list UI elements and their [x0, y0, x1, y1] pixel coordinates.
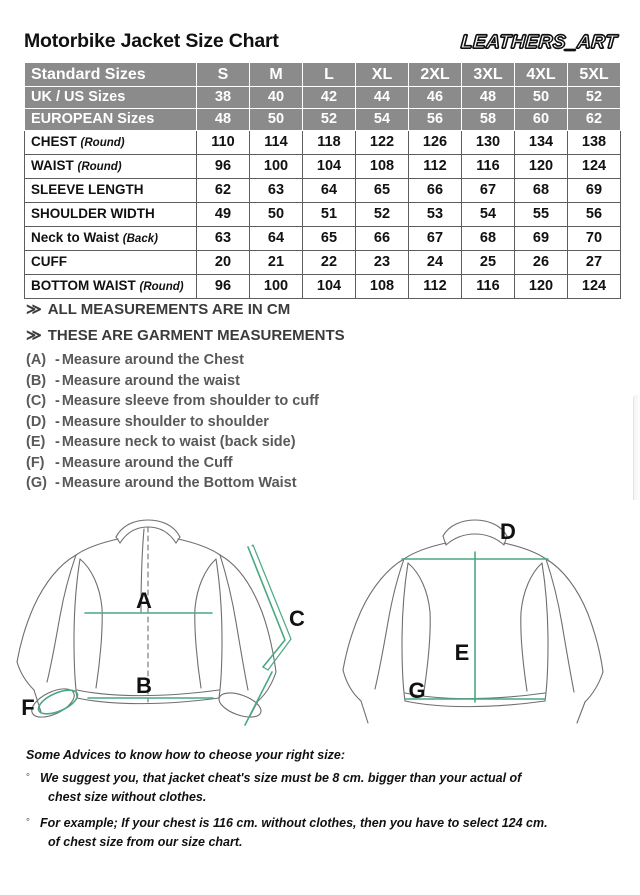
- row-label-qualifier: (Round): [80, 137, 125, 150]
- table-cell: 2XL: [409, 63, 462, 87]
- diagram-label-g: G: [408, 678, 426, 703]
- advice-text-cont: chest size without clothes.: [48, 790, 207, 805]
- table-cell: 65: [356, 179, 409, 203]
- table-cell: 63: [197, 227, 250, 251]
- row-label: Standard Sizes: [25, 63, 197, 87]
- table-cell: 104: [303, 275, 356, 299]
- diagram-label-b: B: [136, 673, 152, 698]
- table-cell: 46: [409, 87, 462, 109]
- table-row-waist: [25, 155, 621, 179]
- table-cell: 23: [356, 251, 409, 275]
- measure-text: Measure around the Bottom Waist: [61, 475, 297, 491]
- table-cell: 108: [356, 155, 409, 179]
- diagram-label-f: F: [21, 695, 35, 720]
- table-cell: 108: [356, 275, 409, 299]
- measure-text: Measure around the Chest: [61, 352, 244, 368]
- table-row-sleeve-length: [25, 179, 621, 203]
- size-chart-table: [24, 62, 621, 299]
- row-label: [25, 227, 197, 251]
- measure-key: (G): [26, 475, 47, 491]
- measurement-notes: [26, 300, 446, 496]
- circle-bullet-icon: ◦: [26, 813, 30, 826]
- measure-key: (F): [26, 454, 45, 471]
- measure-line-b: [26, 373, 446, 389]
- table-cell: 66: [356, 227, 409, 251]
- table-cell: 49: [197, 203, 250, 227]
- measure-line-c: [26, 393, 446, 409]
- table-cell: 52: [568, 87, 621, 109]
- measure-key: (C): [26, 393, 47, 409]
- table-cell: 124: [568, 275, 621, 299]
- note-text: THESE ARE GARMENT MEASUREMENTS: [47, 327, 345, 344]
- table-row-standard-sizes: [25, 63, 621, 87]
- measure-text: Measure around the Cuff: [61, 454, 233, 471]
- table-cell: 62: [197, 179, 250, 203]
- table-cell: 42: [303, 87, 356, 109]
- measure-key: (E): [26, 434, 46, 450]
- row-label-text: SHOULDER WIDTH: [31, 206, 155, 222]
- scroll-edge-artifact: [633, 395, 640, 500]
- table-cell: 21: [250, 251, 303, 275]
- row-label: UK / US Sizes: [25, 87, 197, 109]
- table-cell: 112: [409, 275, 462, 299]
- measure-dash: -: [55, 372, 60, 389]
- table-cell: 70: [568, 227, 621, 251]
- table-cell: 116: [462, 275, 515, 299]
- row-label: [25, 131, 197, 155]
- table-cell: 68: [515, 179, 568, 203]
- table-cell: 110: [197, 131, 250, 155]
- table-cell: 51: [303, 203, 356, 227]
- table-row-neck-to-waist: [25, 227, 621, 251]
- measure-line-e: [26, 434, 446, 450]
- table-cell: 112: [409, 155, 462, 179]
- measure-text: Measure neck to waist (back side): [61, 434, 296, 450]
- table-cell: 50: [250, 109, 303, 131]
- table-cell: 65: [303, 227, 356, 251]
- table-cell: 50: [250, 203, 303, 227]
- brand-logo: LEATHERS_ART: [460, 32, 618, 53]
- row-label-text: CHEST: [31, 134, 77, 150]
- table-cell: 120: [515, 155, 568, 179]
- table-cell: 40: [250, 87, 303, 109]
- table-cell: 48: [197, 109, 250, 131]
- sizing-advice: [26, 748, 596, 859]
- diagram-label-e: E: [454, 640, 470, 665]
- table-row-chest: [25, 131, 621, 155]
- advice-title: Some Advices to know how to cheose your right size:: [26, 748, 346, 762]
- table-cell: 44: [356, 87, 409, 109]
- table-cell: 96: [197, 275, 250, 299]
- table-cell: 124: [568, 155, 621, 179]
- table-row-shoulder-width: [25, 203, 621, 227]
- table-row-cuff: [25, 251, 621, 275]
- table-cell: 22: [303, 251, 356, 275]
- page-title: Motorbike Jacket Size Chart: [24, 30, 279, 52]
- measure-key: (A): [26, 352, 47, 368]
- table-cell: 134: [515, 131, 568, 155]
- diagram-label-c: C: [289, 606, 305, 631]
- circle-bullet-icon: ◦: [26, 769, 30, 781]
- row-label-text: SLEEVE LENGTH: [31, 182, 144, 198]
- measure-dash: -: [55, 434, 60, 450]
- row-label: [25, 155, 197, 179]
- row-label: [25, 251, 197, 275]
- measure-dash: -: [55, 393, 60, 409]
- table-cell: 63: [250, 179, 303, 203]
- row-label: [25, 203, 197, 227]
- row-label-qualifier: (Round): [139, 281, 184, 294]
- table-cell: 69: [568, 179, 621, 203]
- chart-header: [24, 30, 617, 60]
- table-row-uk-us-sizes: [25, 87, 621, 109]
- table-cell: 69: [515, 227, 568, 251]
- advice-text: We suggest you, that jacket cheat's size must be 8 cm. bigger than your actual of: [40, 771, 522, 785]
- table-cell: 54: [356, 109, 409, 131]
- measure-text: Measure around the waist: [61, 372, 240, 389]
- measure-dash: -: [55, 475, 60, 491]
- table-cell: 64: [250, 227, 303, 251]
- row-label-text: BOTTOM WAIST: [31, 278, 136, 294]
- table-cell: 122: [356, 131, 409, 155]
- note-all-measurements-cm: [26, 300, 446, 318]
- row-label: EUROPEAN Sizes: [25, 109, 197, 131]
- table-cell: 67: [462, 179, 515, 203]
- measure-line-f: [26, 455, 446, 471]
- table-cell: 3XL: [462, 63, 515, 87]
- table-cell: 100: [250, 155, 303, 179]
- diagram-label-d: D: [500, 519, 516, 544]
- table-cell: 68: [462, 227, 515, 251]
- table-cell: 58: [462, 109, 515, 131]
- table-cell: 26: [515, 251, 568, 275]
- advice-text-cont: of chest size from our size chart.: [48, 835, 243, 850]
- table-cell: 56: [568, 203, 621, 227]
- table-cell: 138: [568, 131, 621, 155]
- measure-text: Measure shoulder to shoulder: [61, 413, 269, 430]
- row-label: [25, 179, 197, 203]
- table-cell: 24: [409, 251, 462, 275]
- row-label-text: WAIST: [31, 158, 74, 174]
- jacket-diagram-svg: [0, 512, 640, 747]
- table-cell: 48: [462, 87, 515, 109]
- table-cell: 118: [303, 131, 356, 155]
- table-cell: XL: [356, 63, 409, 87]
- table-row-european-sizes: [25, 109, 621, 131]
- measure-line-a: [26, 352, 446, 368]
- table-cell: 56: [409, 109, 462, 131]
- table-cell: 20: [197, 251, 250, 275]
- table-cell: 38: [197, 87, 250, 109]
- advice-item: [26, 814, 596, 853]
- double-chevron-icon: ≫: [26, 327, 42, 344]
- table-cell: L: [303, 63, 356, 87]
- table-cell: 52: [303, 109, 356, 131]
- note-garment-measurements: [26, 326, 446, 344]
- table-cell: 66: [409, 179, 462, 203]
- table-cell: 25: [462, 251, 515, 275]
- table-cell: M: [250, 63, 303, 87]
- back-jacket-outline: [343, 520, 603, 723]
- double-chevron-icon: ≫: [26, 301, 42, 318]
- table-cell: 100: [250, 275, 303, 299]
- table-cell: 60: [515, 109, 568, 131]
- table-cell: 54: [462, 203, 515, 227]
- row-label-text: CUFF: [31, 254, 67, 270]
- diagram-label-a: A: [136, 588, 152, 613]
- measure-dash: -: [55, 454, 60, 471]
- measure-dash: -: [55, 413, 60, 430]
- sleeve-measure-line-outer: [248, 547, 285, 667]
- advice-item: [26, 769, 596, 808]
- table-cell: 27: [568, 251, 621, 275]
- row-label-text: Neck to Waist: [31, 230, 120, 246]
- table-cell: 4XL: [515, 63, 568, 87]
- table-cell: 50: [515, 87, 568, 109]
- measure-text: Measure sleeve from shoulder to cuff: [61, 393, 319, 409]
- table-cell: 120: [515, 275, 568, 299]
- table-cell: 55: [515, 203, 568, 227]
- measure-line-d: [26, 414, 446, 430]
- table-cell: 67: [409, 227, 462, 251]
- table-cell: 116: [462, 155, 515, 179]
- measure-dash: -: [55, 352, 60, 368]
- measure-key: (D): [26, 413, 47, 430]
- measure-key: (B): [26, 372, 47, 389]
- table-row-bottom-waist: [25, 275, 621, 299]
- table-cell: 64: [303, 179, 356, 203]
- table-cell: 114: [250, 131, 303, 155]
- note-text: ALL MEASUREMENTS ARE IN CM: [47, 301, 291, 318]
- table-cell: 5XL: [568, 63, 621, 87]
- table-cell: 53: [409, 203, 462, 227]
- advice-text: For example; If your chest is 116 cm. without clothes, then you have to select 124 cm.: [40, 815, 548, 830]
- table-cell: 52: [356, 203, 409, 227]
- table-cell: 62: [568, 109, 621, 131]
- cuff-measure-ellipse: [35, 685, 81, 719]
- row-label: [25, 275, 197, 299]
- table-cell: 96: [197, 155, 250, 179]
- table-cell: 126: [409, 131, 462, 155]
- row-label-qualifier: (Round): [77, 161, 122, 174]
- row-label-qualifier: (Back): [122, 233, 158, 246]
- measure-line-g: [26, 475, 446, 491]
- table-cell: 104: [303, 155, 356, 179]
- table-cell: 130: [462, 131, 515, 155]
- jacket-diagrams: [0, 512, 640, 747]
- table-cell: S: [197, 63, 250, 87]
